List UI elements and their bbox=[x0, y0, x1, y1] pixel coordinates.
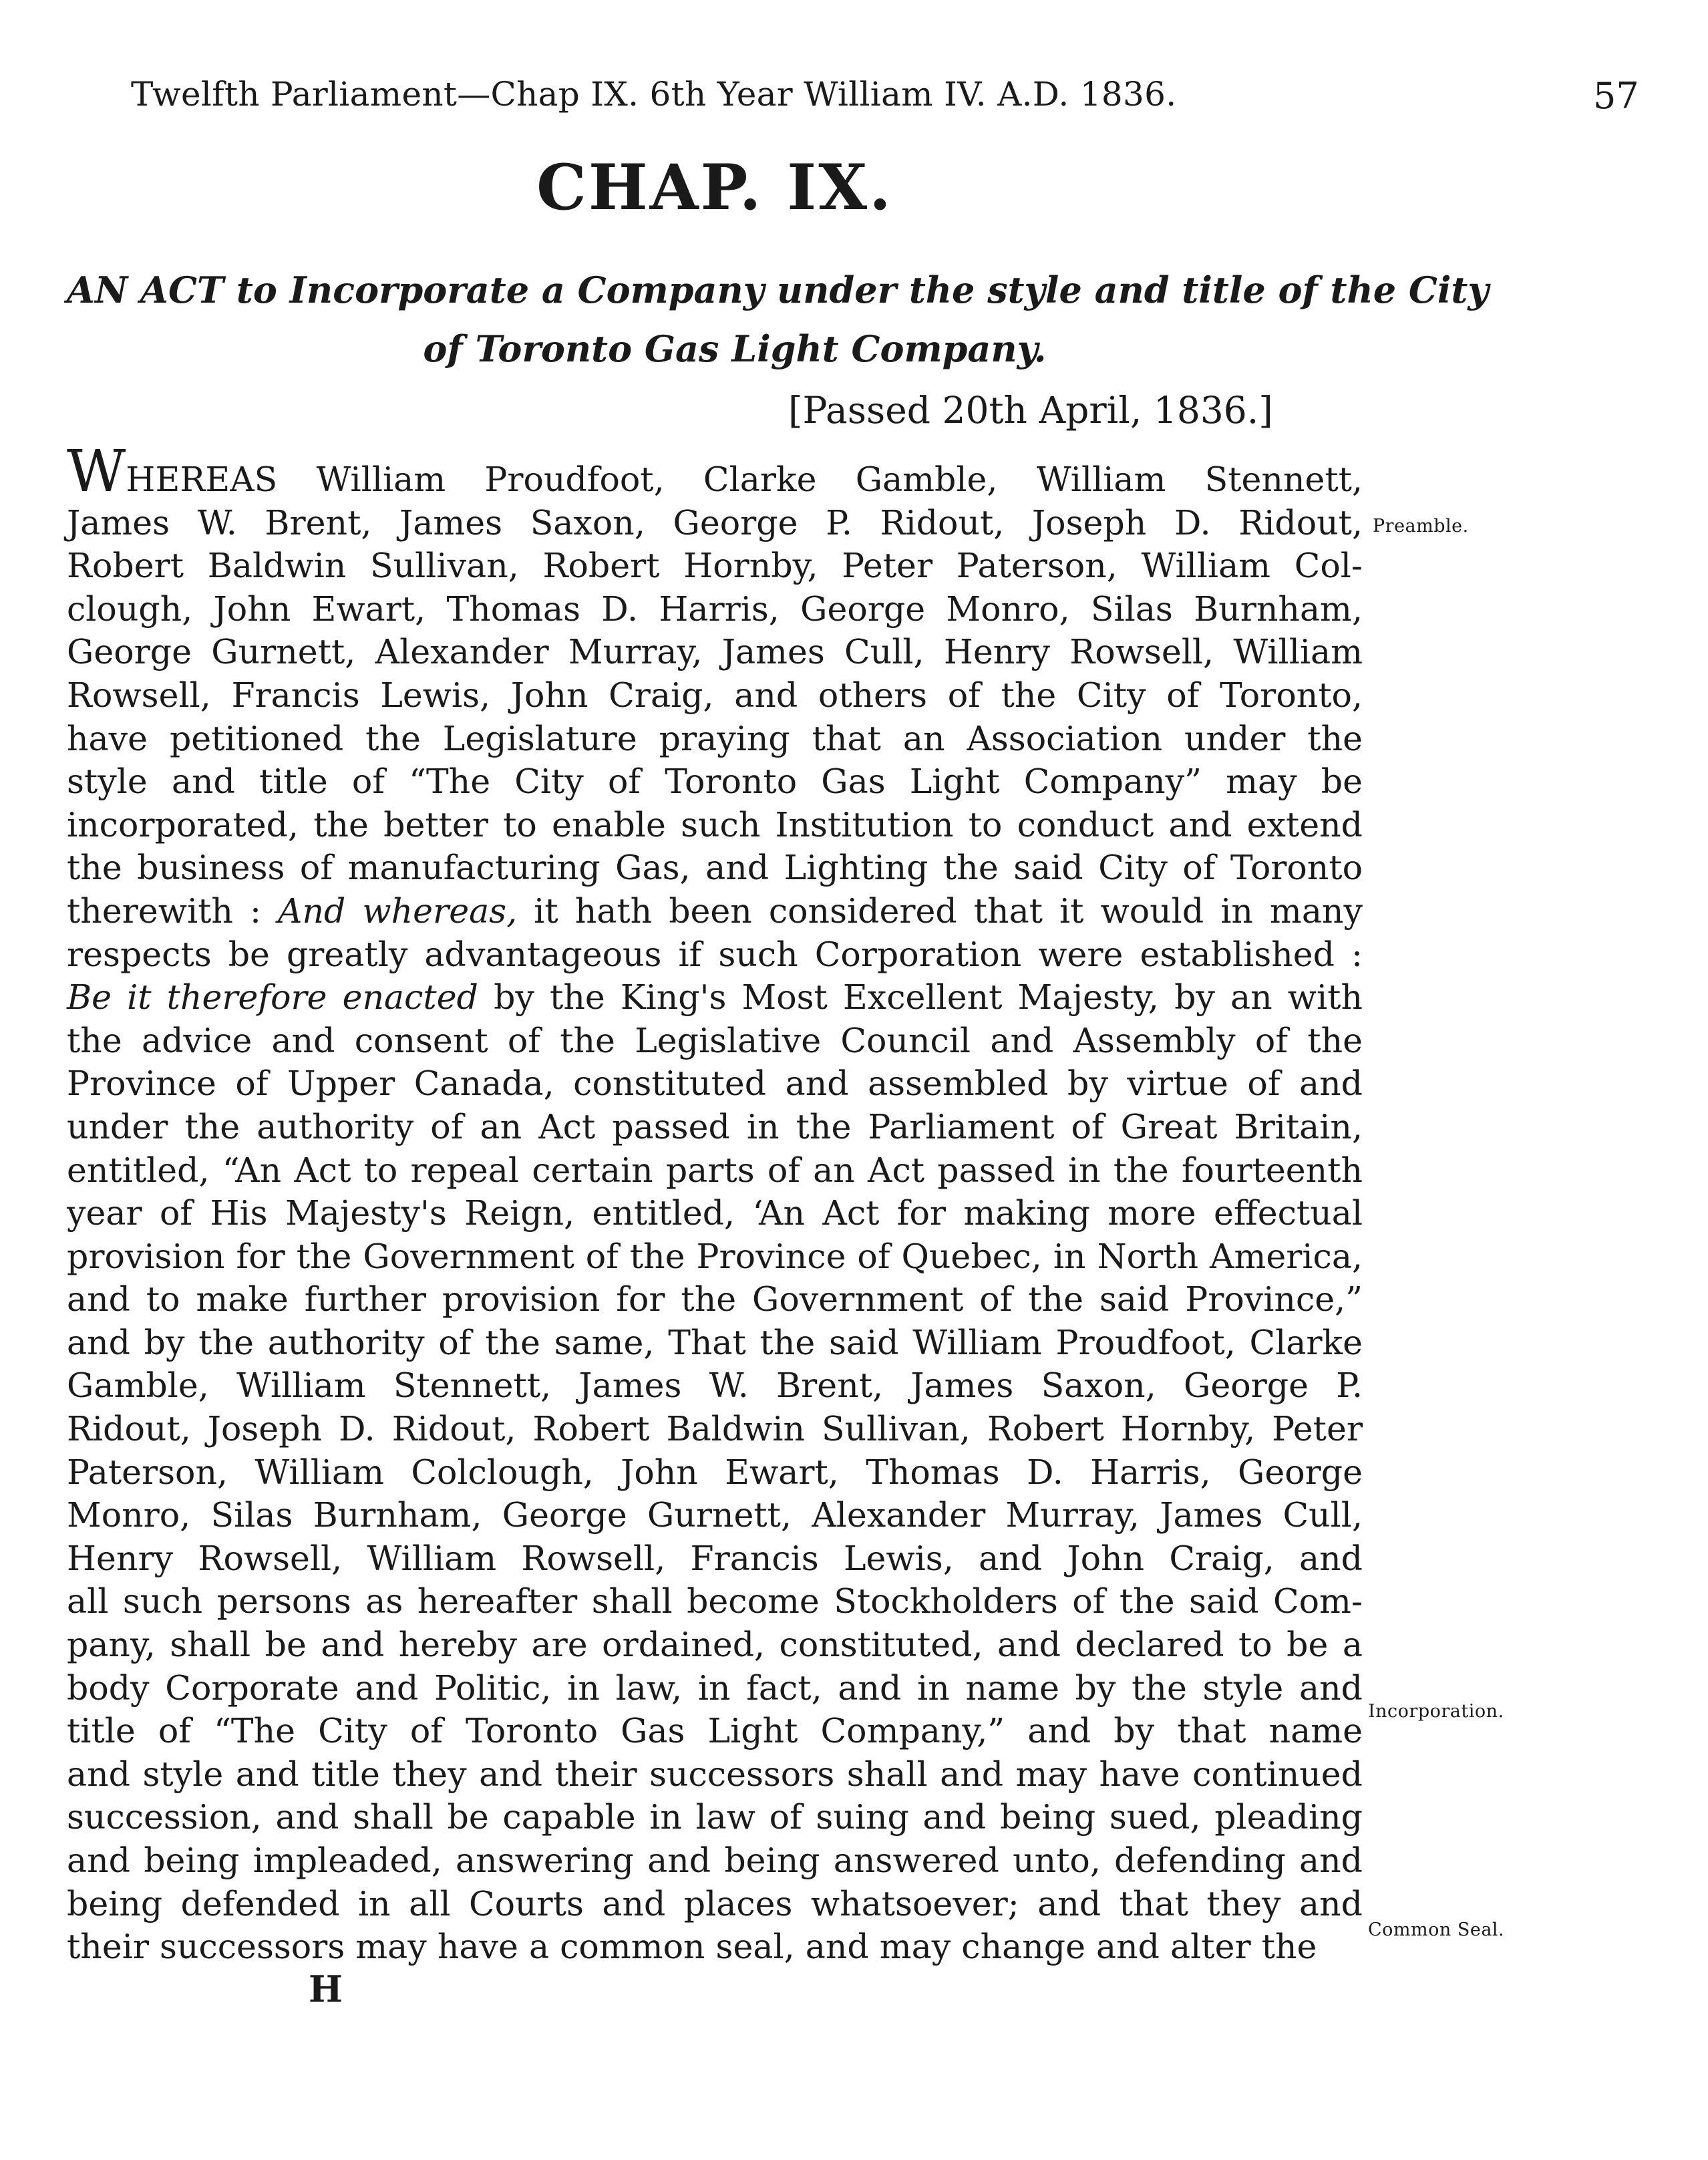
body-line: body Corporate and Politic, in law, in fact, and in name by the style and bbox=[67, 1668, 1363, 1708]
body-line: the advice and consent of the Legislative Council and Assembly of the bbox=[67, 1020, 1363, 1060]
body-line: Paterson, William Colclough, John Ewart, Thomas D. Harris, George bbox=[67, 1452, 1363, 1492]
act-title-line-2: of Toronto Gas Light Company. bbox=[423, 327, 1047, 370]
body-line: all such persons as hereafter shall become Stockholders of the said Com- bbox=[67, 1581, 1363, 1622]
body-text bbox=[67, 438, 1363, 1969]
body-line: entitled, “An Act to repeal certain parts of an Act passed in the fourteenth bbox=[67, 1150, 1363, 1190]
body-line: provision for the Government of the Province of Quebec, in North America, bbox=[67, 1236, 1363, 1276]
passed-date: [Passed 20th April, 1836.] bbox=[788, 389, 1273, 432]
signature-mark: H bbox=[309, 1968, 343, 2010]
margin-note-common-seal: Common Seal. bbox=[1368, 1919, 1505, 1940]
body-line: Gamble, William Stennett, James W. Brent, James Saxon, George P. bbox=[67, 1366, 1363, 1406]
margin-note-preamble: Preamble. bbox=[1373, 516, 1469, 536]
margin-note-incorporation: Incorporation. bbox=[1368, 1701, 1504, 1722]
page-number: 57 bbox=[1593, 75, 1639, 117]
body-line: style and title of “The City of Toronto Gas Light Company” may be bbox=[67, 762, 1363, 802]
body-line: Robert Baldwin Sullivan, Robert Hornby, Peter Paterson, William Col- bbox=[67, 546, 1363, 586]
running-head: Twelfth Parliament—Chap IX. 6th Year William IV. A.D. 1836. bbox=[131, 75, 1177, 114]
body-line: James W. Brent, James Saxon, George P. Ridout, Joseph D. Ridout, bbox=[67, 502, 1363, 543]
body-line: therewith : And whereas, it hath been considered that it would in many bbox=[67, 891, 1363, 931]
chapter-title: CHAP. IX. bbox=[536, 151, 893, 224]
body-line: and being impleaded, answering and being answered unto, defending and bbox=[67, 1841, 1363, 1880]
body-line: their successors may have a common seal, and may change and alter the bbox=[67, 1927, 1317, 1967]
act-title bbox=[67, 261, 1489, 378]
body-line: have petitioned the Legislature praying that an Association under the bbox=[67, 718, 1363, 758]
drop-cap: W bbox=[67, 438, 126, 505]
body-line: and style and title they and their successors shall and may have continued bbox=[67, 1754, 1363, 1794]
italic-phrase: And whereas, bbox=[278, 891, 518, 931]
body-line: Rowsell, Francis Lewis, John Craig, and others of the City of Toronto, bbox=[67, 675, 1363, 715]
body-line: Ridout, Joseph D. Ridout, Robert Baldwin Sullivan, Robert Hornby, Peter bbox=[67, 1409, 1363, 1449]
body-line: succession, and shall be capable in law of suing and being sued, pleading bbox=[67, 1797, 1363, 1837]
body-line: incorporated, the better to enable such Institution to conduct and extend bbox=[67, 804, 1363, 844]
body-line: title of “The City of Toronto Gas Light Company,” and by that name bbox=[67, 1711, 1363, 1751]
body-line: clough, John Ewart, Thomas D. Harris, George Monro, Silas Burnham, bbox=[67, 589, 1363, 629]
body-line: Henry Rowsell, William Rowsell, Francis Lewis, and John Craig, and bbox=[67, 1538, 1363, 1578]
body-line: and to make further provision for the Government of the said Province,” bbox=[67, 1279, 1363, 1320]
body-line: George Gurnett, Alexander Murray, James Cull, Henry Rowsell, William bbox=[67, 632, 1363, 672]
act-title-line-1: AN ACT to Incorporate a Company under the style and title of the City bbox=[67, 269, 1489, 311]
body-line: WHEREAS William Proudfoot, Clarke Gamble, William Stennett, bbox=[67, 438, 1363, 505]
body-line: Province of Upper Canada, constituted and assembled by virtue of and bbox=[67, 1064, 1363, 1104]
body-line: Be it therefore enacted by the King's Most Excellent Majesty, by an with bbox=[67, 977, 1363, 1018]
body-line: Monro, Silas Burnham, George Gurnett, Alexander Murray, James Cull, bbox=[67, 1495, 1363, 1535]
body-line: the business of manufacturing Gas, and Lighting the said City of Toronto bbox=[67, 848, 1363, 888]
body-line: respects be greatly advantageous if such Corporation were established : bbox=[67, 934, 1363, 974]
body-line: being defended in all Courts and places whatsoever; and that they and bbox=[67, 1883, 1363, 1923]
body-line: and by the authority of the same, That the said William Proudfoot, Clarke bbox=[67, 1322, 1363, 1362]
body-line: under the authority of an Act passed in the Parliament of Great Britain, bbox=[67, 1106, 1363, 1146]
body-line: pany, shall be and hereby are ordained, constituted, and declared to be a bbox=[67, 1625, 1363, 1665]
body-line: year of His Majesty's Reign, entitled, ‘An Act for making more effectual bbox=[67, 1193, 1363, 1233]
italic-phrase: Be it therefore enacted bbox=[67, 977, 478, 1018]
